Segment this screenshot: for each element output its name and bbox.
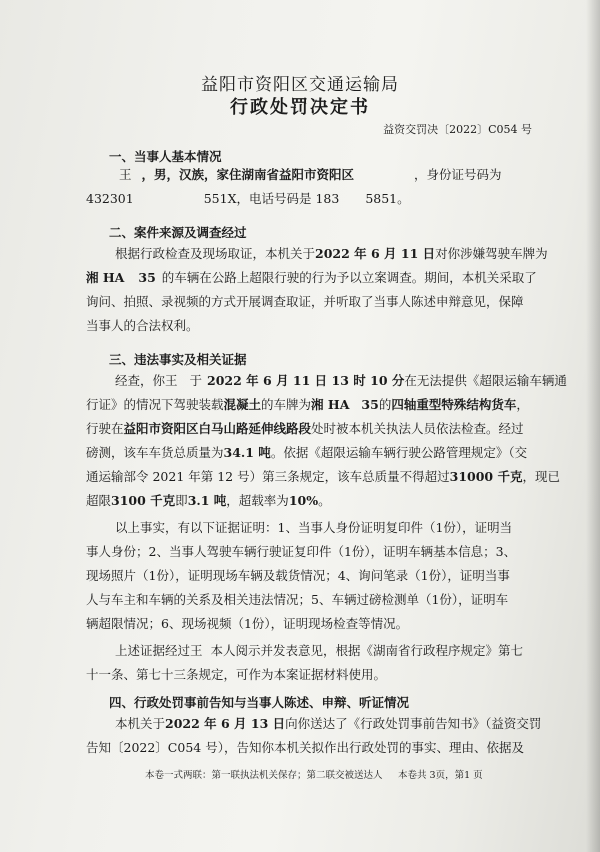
section3-line3: 行驶在益阳市资阳区白马山路延伸线路段处时被本机关执法人员依法检查。经过 [86,421,524,436]
section4-line2: 告知〔2022〕C054 号），告知你本机关拟作出行政处罚的事实、理由、依据及 [86,740,524,755]
section-heading-3: 三、违法事实及相关证据 [109,352,247,367]
section-heading-1: 一、当事人基本情况 [109,149,222,164]
section3-line4: 磅测，该车车货总质量为34.1 吨。依据《超限运输车辆行驶公路管理规定》（交 [86,445,528,460]
section-heading-4: 四、行政处罚事前告知与当事人陈述、申辩、听证情况 [109,695,410,710]
evidence-summary-line2: 十一条、第七十三条规定，可作为本案证据材料使用。 [86,667,387,682]
section4-line1: 本机关于2022 年 6 月 13 日向你送达了《行政处罚事前告知书》（益资交罚 [115,716,542,731]
footer-copies-note: 本卷一式两联：第一联执法机关保存；第二联交被送达人 [145,770,383,781]
evidence-line5: 辆超限情况；6、现场视频（1份），证明现场检查等情况。 [86,616,409,631]
section3-line5: 通运输部令 2021 年第 12 号）第三条规定，该车总质量不得超过31000 千克，现已 [86,469,560,484]
section1-line1: 王 ，男，汉族，家住湖南省益阳市资阳区 ，身份证号码为 [119,167,502,182]
document-title: 行政处罚决定书 [230,97,370,118]
section2-line2: 湘 HA 35 的车辆在公路上超限行驶的行为予以立案调查。期间，本机关采取了 [86,270,537,285]
document-number: 益资交罚决〔2022〕C054 号 [383,123,532,136]
footer-page-number: 本卷共 3页，第1 页 [398,770,483,781]
section3-line6: 超限3100 千克即3.1 吨，超载率为10%。 [86,493,331,508]
section2-line4: 当事人的合法权利。 [86,318,199,333]
evidence-line2: 事人身份；2、当事人驾驶车辆行驶证复印件（1份），证明车辆基本信息；3、 [86,544,517,559]
evidence-line3: 现场照片（1份），证明现场车辆及载货情况；4、询问笔录（1份），证明当事 [86,568,510,583]
section2-line3: 询问、拍照、录视频的方式开展调查取证，并听取了当事人陈述申辩意见，保障 [86,294,524,309]
section-heading-2: 二、案件来源及调查经过 [109,225,247,240]
page-edge-shadow [586,0,600,852]
section1-line2: 432301 551X，电话号码是 183 5851。 [86,191,410,206]
section3-line1: 经查，你王 于 2022 年 6 月 11 日 13 时 10 分在无法提供《超限运输车辆通 [115,373,567,388]
evidence-summary-line1: 上述证据经过王 本人阅示并发表意见，根据《湖南省行政程序规定》第七 [115,643,524,658]
agency-title: 益阳市资阳区交通运输局 [201,75,399,95]
evidence-line4: 人与车主和车辆的关系及相关违法情况；5、车辆过磅检测单（1份），证明车 [86,592,509,607]
section3-line2: 行证》的情况下驾驶装载混凝土的车牌为湘 HA 35的四轴重型特殊结构货车， [86,397,529,412]
section2-line1: 根据行政检查及现场取证，本机关于2022 年 6 月 11 日对你涉嫌驾驶车牌为 [115,246,548,261]
evidence-line1: 以上事实，有以下证据证明：1、当事人身份证明复印件（1份），证明当 [115,520,513,535]
